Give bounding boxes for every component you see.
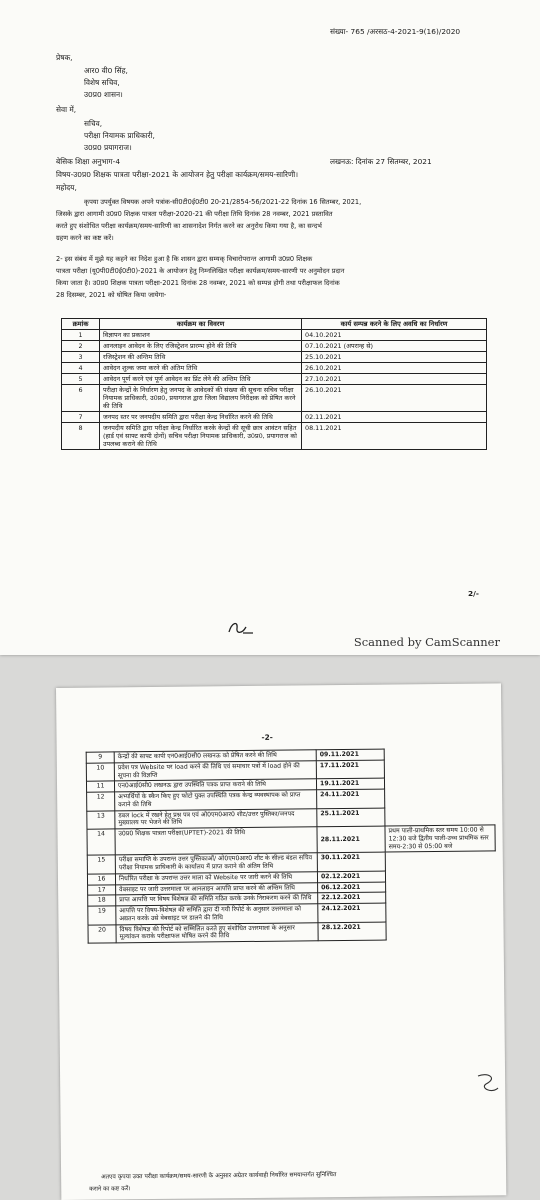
row-description: आपत्ति पर विषय-विशेषज्ञ की समिति द्वारा दी गयी रिपोर्ट के अनुसार उत्तरमाला को अद्यतन करके उसे वेबसाइट पर डालने की तिथि [116, 904, 318, 925]
row-date: 04.10.2021 [302, 330, 487, 341]
row-date: 24.12.2021 [318, 903, 386, 922]
row-description: जनपदीय समिति द्वारा परीक्षा केन्द्र निर्धारित करके केन्द्रों की सूची छात्र आवंटन सहित (हार्ड एवं साफ्ट कापी दोनों) सचिव परीक्षा नियामक प्राधिकारी, उ0प्र0, प्रयागराज को उपलब्ध कराने की तिथि [100, 423, 302, 450]
table-row [62, 385, 487, 412]
row-date: 02.11.2021 [302, 412, 487, 423]
para2-line: 2- इस संबंध में मुझे यह कहने का निदेश हुआ है कि शासन द्वारा सम्यक् विचारोपरान्त आगामी उ0प्र0 शिक्षक [56, 255, 313, 263]
schedule-table-page2 [86, 747, 497, 943]
row-session-timing: प्रथम पाली-प्राथमिक स्तर समय 10:00 से 12:30 बजे द्वितीय पाली-उच्च प्राथमिक स्तर समय-2:30 से 05:00 बजे [385, 825, 495, 852]
reference-number: संख्या- 765 /अरसठ-4-2021-9(16)/2020 [330, 27, 461, 36]
row-date: 25.11.2021 [317, 808, 385, 827]
signature-mark [226, 618, 256, 638]
header-date: कार्य सम्पन्न करने के लिए अवधि का निर्धारण [302, 319, 487, 330]
table-row [62, 423, 487, 450]
table-row [88, 920, 496, 943]
row-description: जनपद स्तर पर जनपदीय समिति द्वारा परीक्षा केन्द्र निर्धारित करने की तिथि [100, 412, 302, 423]
row-description: डबल lock में रखने हेतु प्रश्न पत्र एवं ओ0एम0आर0 शीट/उत्तर पुस्तिका/जनपद मुख्यालय पर भेजने की तिथि [115, 808, 317, 829]
row-date: 28.11.2021 [317, 826, 385, 853]
row-date: 17.11.2021 [316, 760, 384, 779]
row-description: परीक्षा समाप्ति के उपरान्त उत्तर पुस्तिकाओं/ ओ0एम0आर0 शीट के सील्ड बंडल सचिव परीक्षा नियामक प्राधिकारी के कार्यालय में प्राप्त कराने की अंतिम तिथि [115, 853, 317, 874]
row-description: आनलाइन आवेदन के लिए रजिस्ट्रेशन प्रारम्भ होने की तिथि [100, 341, 302, 352]
row-date: 09.11.2021 [316, 749, 384, 760]
sender-org: उ0प्र0 शासन। [84, 90, 123, 99]
row-description: वेबसाइट पर जारी उत्तरमाला पर आनलाइन आपत्ति प्राप्त करने की अन्तिम तिथि [116, 882, 318, 895]
para1-line: कृपया उपर्युक्त विषयक अपने पत्रांक-सी0टी0ई0टी0 20-21/2854-56/2021-22 दिनांक 16 सितम्बर, 2021, [84, 198, 362, 206]
row-description: प्राप्त आपत्ति पर विषय विशेषज्ञ की समिति गठित करके उनके निराकरण करने की तिथि [116, 893, 318, 906]
sender-title: विशेष सचिव, [84, 78, 120, 87]
row-date: 07.10.2021 (अपरान्ह से) [302, 341, 487, 352]
letter-page-2 [56, 683, 506, 1200]
row-description: आवेदन शुल्क जमा करने की अंतिम तिथि [100, 363, 302, 374]
row-serial: 1 [62, 330, 100, 341]
recipient-title: सचिव, [84, 119, 103, 128]
row-description: विज्ञापन का प्रकाशन [100, 330, 302, 341]
row-date: 19.11.2021 [316, 778, 384, 789]
para1-line: करते हुए संशोधित परीक्षा कार्यक्रम/समय-सारिणी का शासनादेश निर्गत करने का अनुरोध किया गया है, का सन्दर्भ [56, 222, 322, 230]
sender-name: आर0 वी0 सिंह, [84, 66, 128, 75]
row-date: 30.11.2021 [317, 852, 385, 871]
row-date: 24.11.2021 [317, 789, 385, 808]
row-description: आवेदन पूर्ण करने एवं पूर्ण आवेदन का प्रिंट लेने की अन्तिम तिथि [100, 374, 302, 385]
row-date: 02.12.2021 [317, 871, 385, 882]
row-description: निर्धारित परीक्षा के उपरान्त उत्तर माला को Website पर जारी करने की तिथि [115, 872, 317, 885]
margin-signature-mark [474, 1070, 502, 1096]
row-description: रजिस्ट्रेशन की अन्तिम तिथि [100, 352, 302, 363]
row-serial: 11 [86, 781, 114, 792]
row-session-timing [384, 759, 494, 779]
row-serial: 20 [88, 924, 116, 943]
row-serial: 19 [88, 906, 116, 925]
row-description: अभ्यर्थियों के स्कैन किए हुए फोटो युक्त उपस्थिति पत्रक केन्द्र व्यवस्थापक को प्राप्त कराने की तिथि [115, 790, 317, 811]
from-label: प्रेषक, [56, 53, 73, 62]
row-session-timing [386, 902, 496, 922]
row-date: 22.12.2021 [318, 892, 386, 903]
table-row [62, 412, 487, 423]
closing-line: अतएव कृपया उक्त परीक्षा कार्यक्रम/समय-सारणी के अनुसार अग्रेतर कार्यवाही निर्धारित समयान्तर्गत सुनिश्चित [101, 1171, 337, 1181]
row-serial: 8 [62, 423, 100, 450]
row-description: उ0प्र0 शिक्षक पात्रता परीक्षा(UPTET)-2021 की तिथि [115, 827, 317, 855]
row-serial: 6 [62, 385, 100, 412]
table-header-row [62, 319, 487, 330]
row-session-timing [385, 806, 495, 826]
salutation: महोदय, [56, 183, 77, 192]
table-row [62, 374, 487, 385]
row-serial: 4 [62, 363, 100, 374]
row-session-timing [385, 851, 495, 871]
row-serial: 13 [87, 810, 115, 829]
row-serial: 10 [86, 763, 114, 782]
row-serial: 14 [87, 829, 115, 856]
para1-line: ग्रहण करने का कष्ट करें। [56, 234, 114, 242]
row-date: 26.10.2021 [302, 385, 487, 412]
row-serial: 15 [87, 855, 115, 874]
section-name: बेसिक शिक्षा अनुभाग-4 [56, 157, 121, 166]
para1-line: जिसके द्वारा आगामी उ0प्र0 शिक्षक पात्रता परीक्षा-2020-21 की परीक्षा तिथि दिनांक 28 नवम्बर, 2021 प्रस्तावित [56, 210, 333, 218]
recipient-place: उ0प्र0 प्रयागराज। [84, 143, 132, 152]
row-date: 25.10.2021 [302, 352, 487, 363]
closing-line: कराने का कष्ट करें। [89, 1185, 131, 1193]
row-session-timing [385, 788, 495, 808]
header-serial: क्रमांक [62, 319, 100, 330]
page-continue-marker: 2/- [468, 589, 479, 598]
row-serial: 2 [62, 341, 100, 352]
row-session-timing [386, 920, 496, 940]
row-serial: 3 [62, 352, 100, 363]
row-description: परीक्षा केन्द्रों के निर्धारण हेतु जनपद के आवेदकों की संख्या की सूचना सचिव परीक्षा नियामक प्राधिकारी, उ0प्र0, प्रयागराज द्वारा जिला विद्यालय निरीक्षक को प्रेषित करने की तिथि [100, 385, 302, 412]
recipient-office: परीक्षा नियामक प्राधिकारी, [84, 131, 155, 140]
row-date: 06.12.2021 [318, 882, 386, 893]
row-serial: 12 [87, 792, 115, 811]
row-date: 27.10.2021 [302, 374, 487, 385]
page2-header: -2- [261, 732, 273, 742]
row-serial: 7 [62, 412, 100, 423]
row-description: केन्द्रों की साफ्ट कापी एन0आई0सी0 लखनऊ को प्रेषित करने की तिथि [114, 750, 316, 763]
scanner-watermark: Scanned by CamScanner [353, 635, 500, 649]
row-serial: 17 [88, 884, 116, 895]
para2-line: किया जाता है। उ0प्र0 शिक्षक पात्रता परीक्षा-2021 दिनांक 28 नवम्बर, 2021 को सम्पन्न होगी तथा परीक्षाफल दिनांक [56, 279, 340, 287]
row-date: 28.12.2021 [318, 922, 386, 941]
para2-line: पात्रता परीक्षा (यू0पी0टी0ई0टी0)-2021 के आयोजन हेतु निम्नलिखित परीक्षा कार्यक्रम/समय-सारणी पर अनुमोदन प्रदान [56, 267, 345, 275]
table-row [62, 341, 487, 352]
table-row [62, 330, 487, 341]
row-date: 08.11.2021 [302, 423, 487, 450]
subject-line: विषय-उ0प्र0 शिक्षक पात्रता परीक्षा-2021 के आयोजन हेतु परीक्षा कार्यक्रम/समय-सारिणी। [56, 170, 298, 179]
row-date: 26.10.2021 [302, 363, 487, 374]
para2-line: 28 दिसम्बर, 2021 को घोषित किया जायेगा- [56, 291, 167, 299]
table-row [62, 352, 487, 363]
to-label: सेवा में, [56, 105, 77, 114]
row-serial: 9 [86, 752, 114, 763]
row-description: प्रवेश पत्र Website पर load करने की तिथि एवं समाचार पत्रों में load होने की सूचना की विज्ञप्ति [114, 761, 316, 782]
header-description: कार्यक्रम का विवरण [100, 319, 302, 330]
row-serial: 16 [87, 874, 115, 885]
row-description: विषय विशेषज्ञ की रिपोर्ट को सम्मिलित करते हुए संशोधित उत्तरमाला के अनुसार मूल्यांकन कराके परीक्षाफल घोषित करने की तिथि [116, 922, 318, 943]
place-date: लखनऊ: दिनांक 27 सितम्बर, 2021 [330, 157, 432, 166]
row-serial: 18 [88, 895, 116, 906]
row-description: एन0आई0सी0 लखनऊ द्वारा उपस्थिति पत्रक प्राप्त कराने की तिथि [114, 779, 316, 792]
table-row [62, 363, 487, 374]
schedule-table-page1 [61, 318, 487, 450]
row-serial: 5 [62, 374, 100, 385]
